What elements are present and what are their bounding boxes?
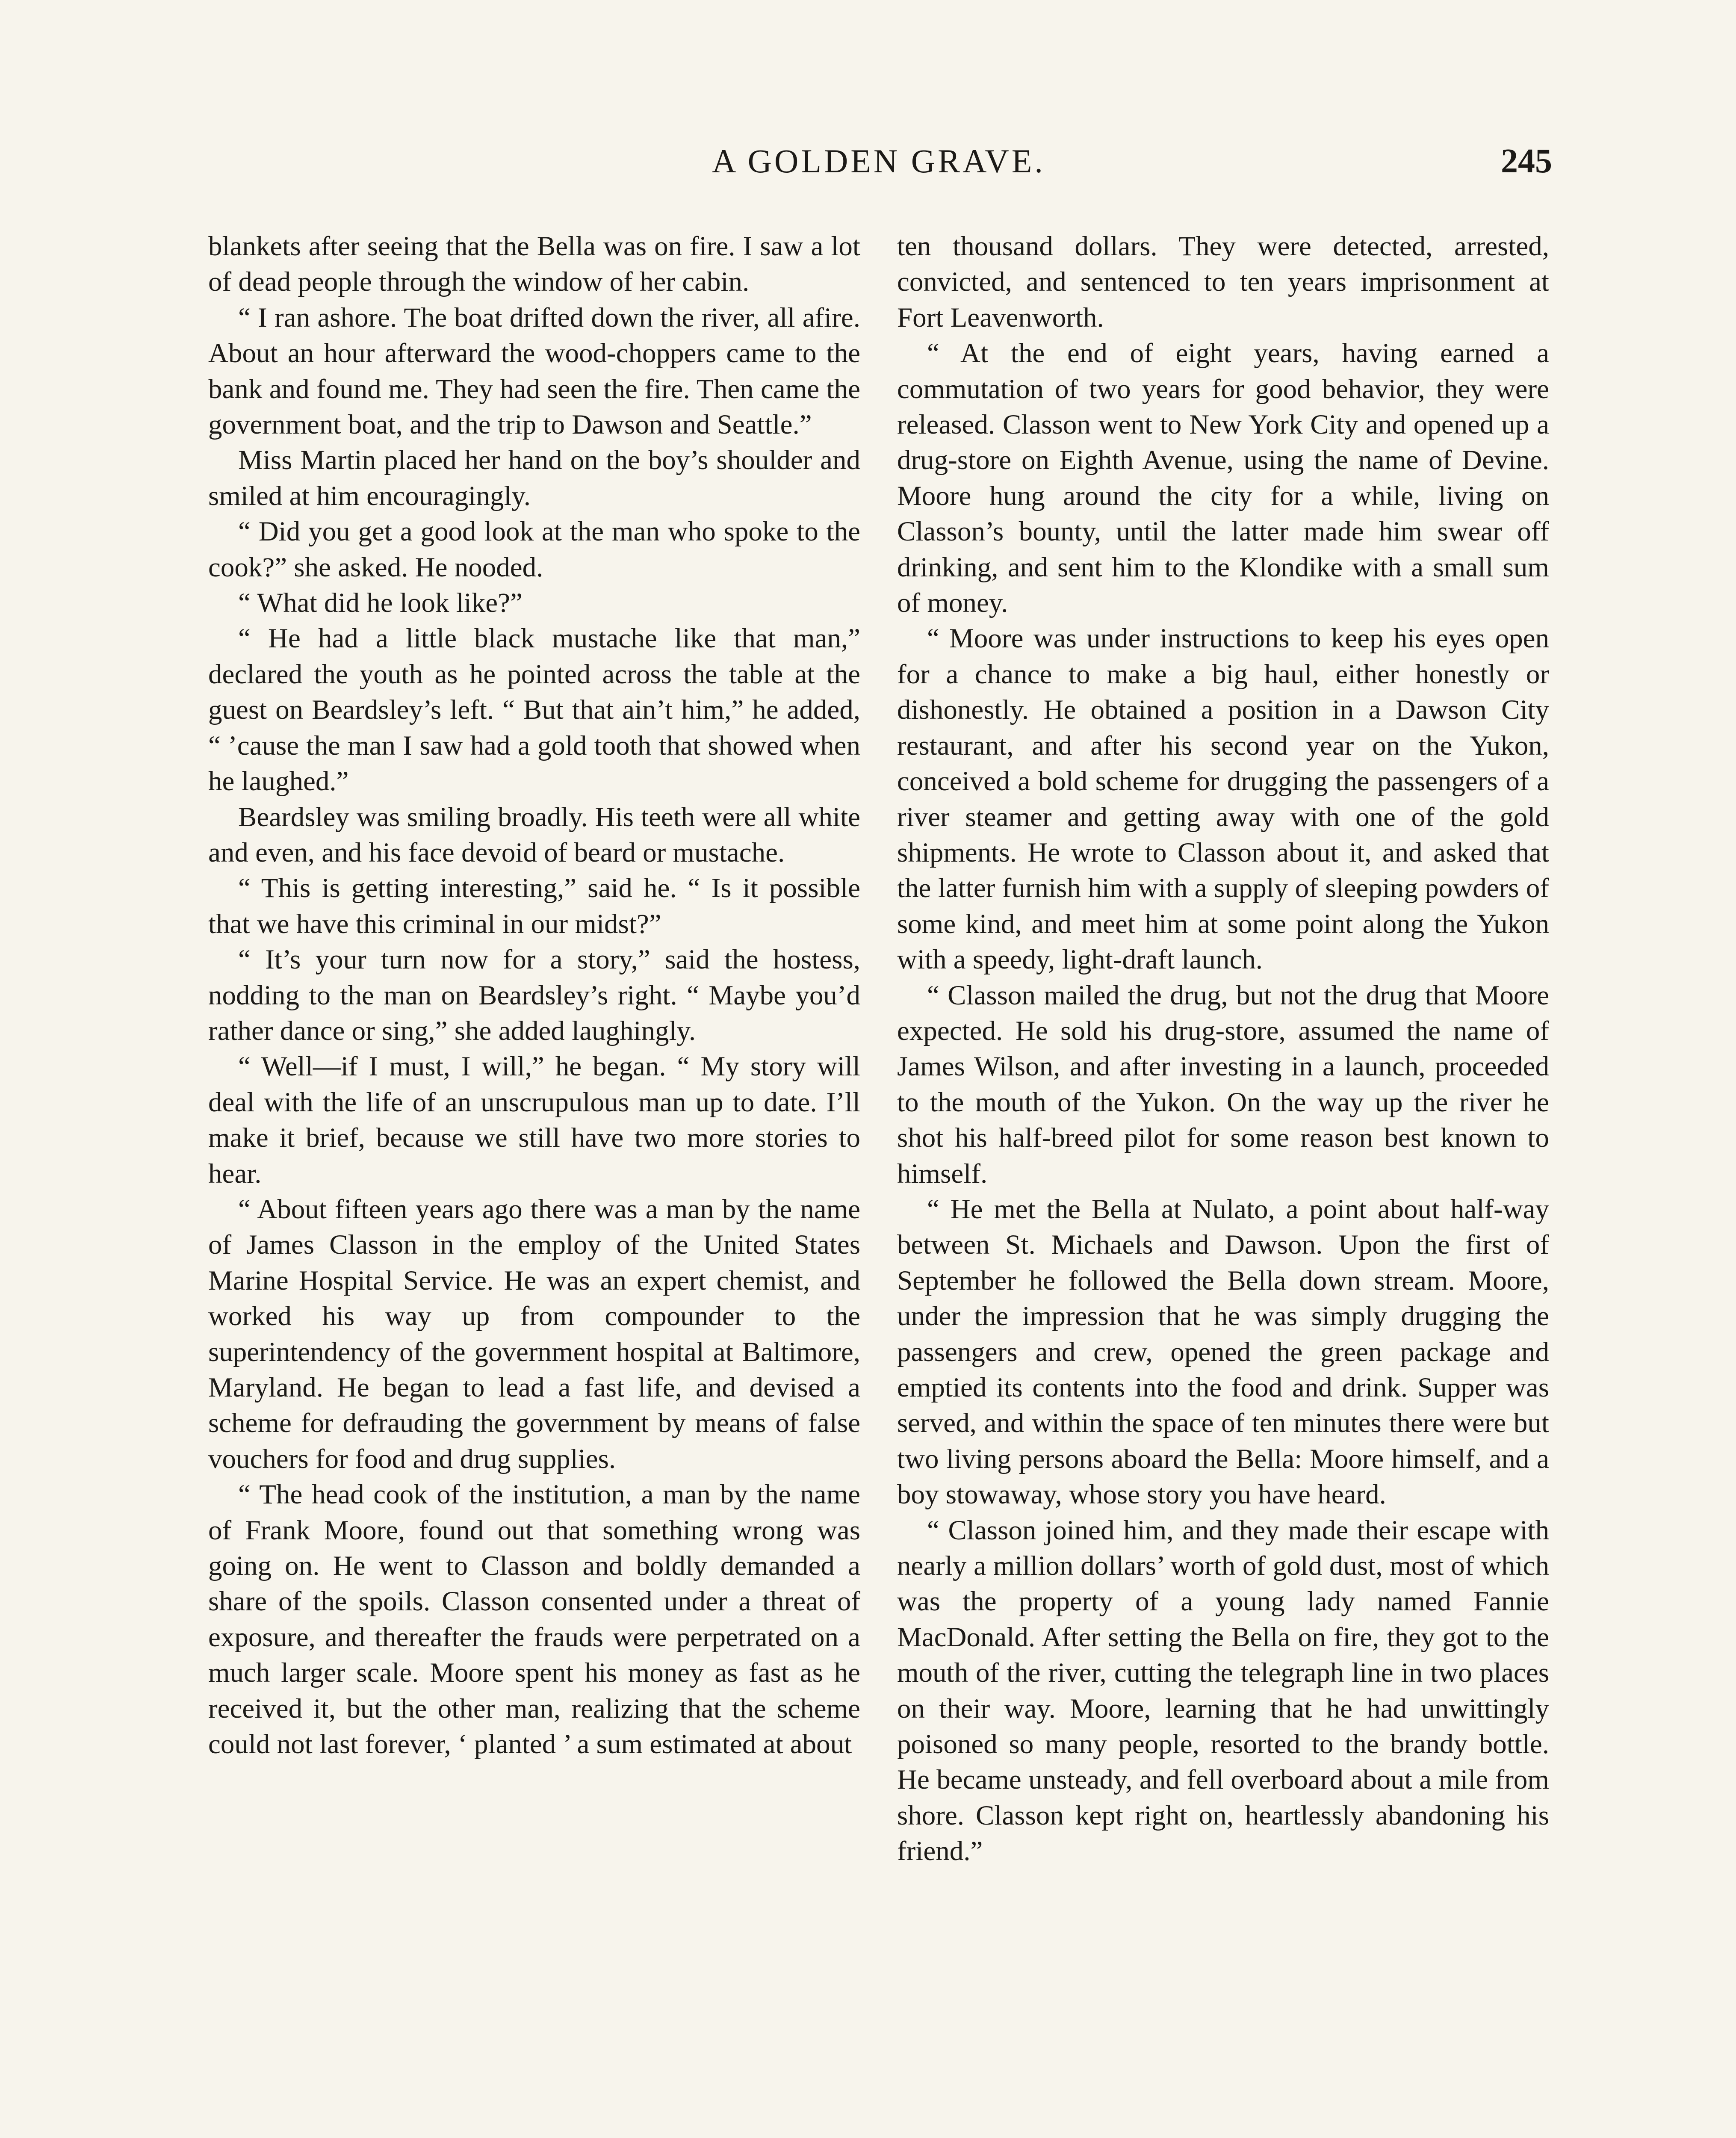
- paragraph: “ It’s your turn now for a story,” said the hostess, nodding to the man on Beardsley’s right. “ Maybe you’d rather dance or sing,” she added laughingly.: [208, 944, 860, 1046]
- paragraph: “ I ran ashore. The boat drifted down the river, all afire. About an hour afterward the wood-choppers came to the bank and found me. They had seen the fire. Then came the government boat, and the trip to Dawson and Seattle.”: [208, 302, 860, 440]
- paragraph: “ About fifteen years ago there was a man by the name of James Classon in the employ of the United States Marine Hospital Service. He was an expert chemist, and worked his way up from compounder to the superintendency of the government hospital at Baltimore, Maryland. He began to lead a fast life, and devised a scheme for defrauding the government by means of false vouchers for food and drug supplies.: [208, 1193, 860, 1474]
- page-header: [205, 138, 1552, 185]
- paragraph: “ What did he look like?”: [238, 588, 523, 619]
- paragraph: “ At the end of eight years, having earned a commutation of two years for good behavior, they were released. Classon went to New York City and opened up a drug-store on Eighth Avenue, using the name of Devine. Moore hung around the city for a while, living on Classon’s bounty, until the latter made him swear off drinking, and sent him to the Klondike with a small sum of money.: [897, 338, 1549, 619]
- paragraph: “ This is getting interesting,” said he. “ Is it possible that we have this criminal in our midst?”: [208, 873, 860, 939]
- paragraph: blankets after seeing that the Bella was on fire. I saw a lot of dead people through the window of her cabin.: [208, 231, 860, 298]
- page-number: 245: [1501, 142, 1552, 180]
- left-text-column: [208, 229, 860, 2138]
- paragraph: “ He had a little black mustache like that man,” declared the youth as he pointed across the table at the guest on Beardsley’s left. “ But that ain’t him,” he added, “ ’cause the man I saw had a gold tooth that showed when he laughed.”: [208, 623, 860, 797]
- paragraph: “ He met the Bella at Nulato, a point about half-way between St. Michaels and Dawson. Upon the first of September he followed the Bella down stream. Moore, under the impression that he was simply drugging the passengers and crew, opened the green package and emptied its contents into the food and drink. Supper was served, and within the space of ten minutes there were but two living persons aboard the Bella: Moore himself, and a boy stowaway, whose story you have heard.: [897, 1193, 1549, 1510]
- paragraph: “ Classon mailed the drug, but not the drug that Moore expected. He sold his drug-store, assumed the name of James Wilson, and after investing in a launch, proceeded to the mouth of the Yukon. On the way up the river he shot his half-breed pilot for some reason best known to himself.: [897, 980, 1549, 1189]
- paragraph: “ Moore was under instructions to keep his eyes open for a chance to make a big haul, either honestly or dishonestly. He obtained a position in a Dawson City restaurant, and after his second year on the Yukon, conceived a bold scheme for drugging the passengers of a river steamer and getting away with one of the gold shipments. He wrote to Classon about it, and asked that the latter furnish him with a supply of sleeping powders of some kind, and meet him at some point along the Yukon with a speedy, light-draft launch.: [897, 623, 1549, 975]
- paragraph: “ Classon joined him, and they made their escape with nearly a million dollars’ worth of gold dust, most of which was the property of a young lady named Fannie MacDonald. After setting the Bella on fire, they got to the mouth of the river, cutting the telegraph line in two places on their way. Moore, learning that he had unwittingly poisoned so many people, resorted to the brandy bottle. He became unsteady, and fell overboard about a mile from shore. Classon kept right on, heartlessly abandoning his friend.”: [897, 1515, 1549, 1867]
- paragraph: “ Did you get a good look at the man who spoke to the cook?” she asked. He nooded.: [208, 516, 860, 583]
- paragraph: Miss Martin placed her hand on the boy’s shoulder and smiled at him encouragingly.: [208, 445, 860, 511]
- paragraph: “ Well—if I must, I will,” he began. “ My story will deal with the life of an unscrupulous man up to date. I’ll make it brief, because we still have two more stories to hear.: [208, 1051, 860, 1189]
- paragraph: ten thousand dollars. They were detected, arrested, convicted, and sentenced to ten years imprisonment at Fort Leavenworth.: [897, 231, 1549, 333]
- running-title: A GOLDEN GRAVE.: [712, 142, 1045, 180]
- paragraph: “ The head cook of the institution, a man by the name of Frank Moore, found out that something wrong was going on. He went to Classon and boldly demanded a share of the spoils. Classon consented under a threat of exposure, and thereafter the frauds were perpetrated on a much larger scale. Moore spent his money as fast as he received it, but the other man, realizing that the scheme could not last forever, ‘ planted ’ a sum estimated at about: [208, 1479, 860, 1760]
- right-text-column: [897, 229, 1549, 2138]
- paragraph: Beardsley was smiling broadly. His teeth were all white and even, and his face devoid of beard or mustache.: [208, 801, 860, 868]
